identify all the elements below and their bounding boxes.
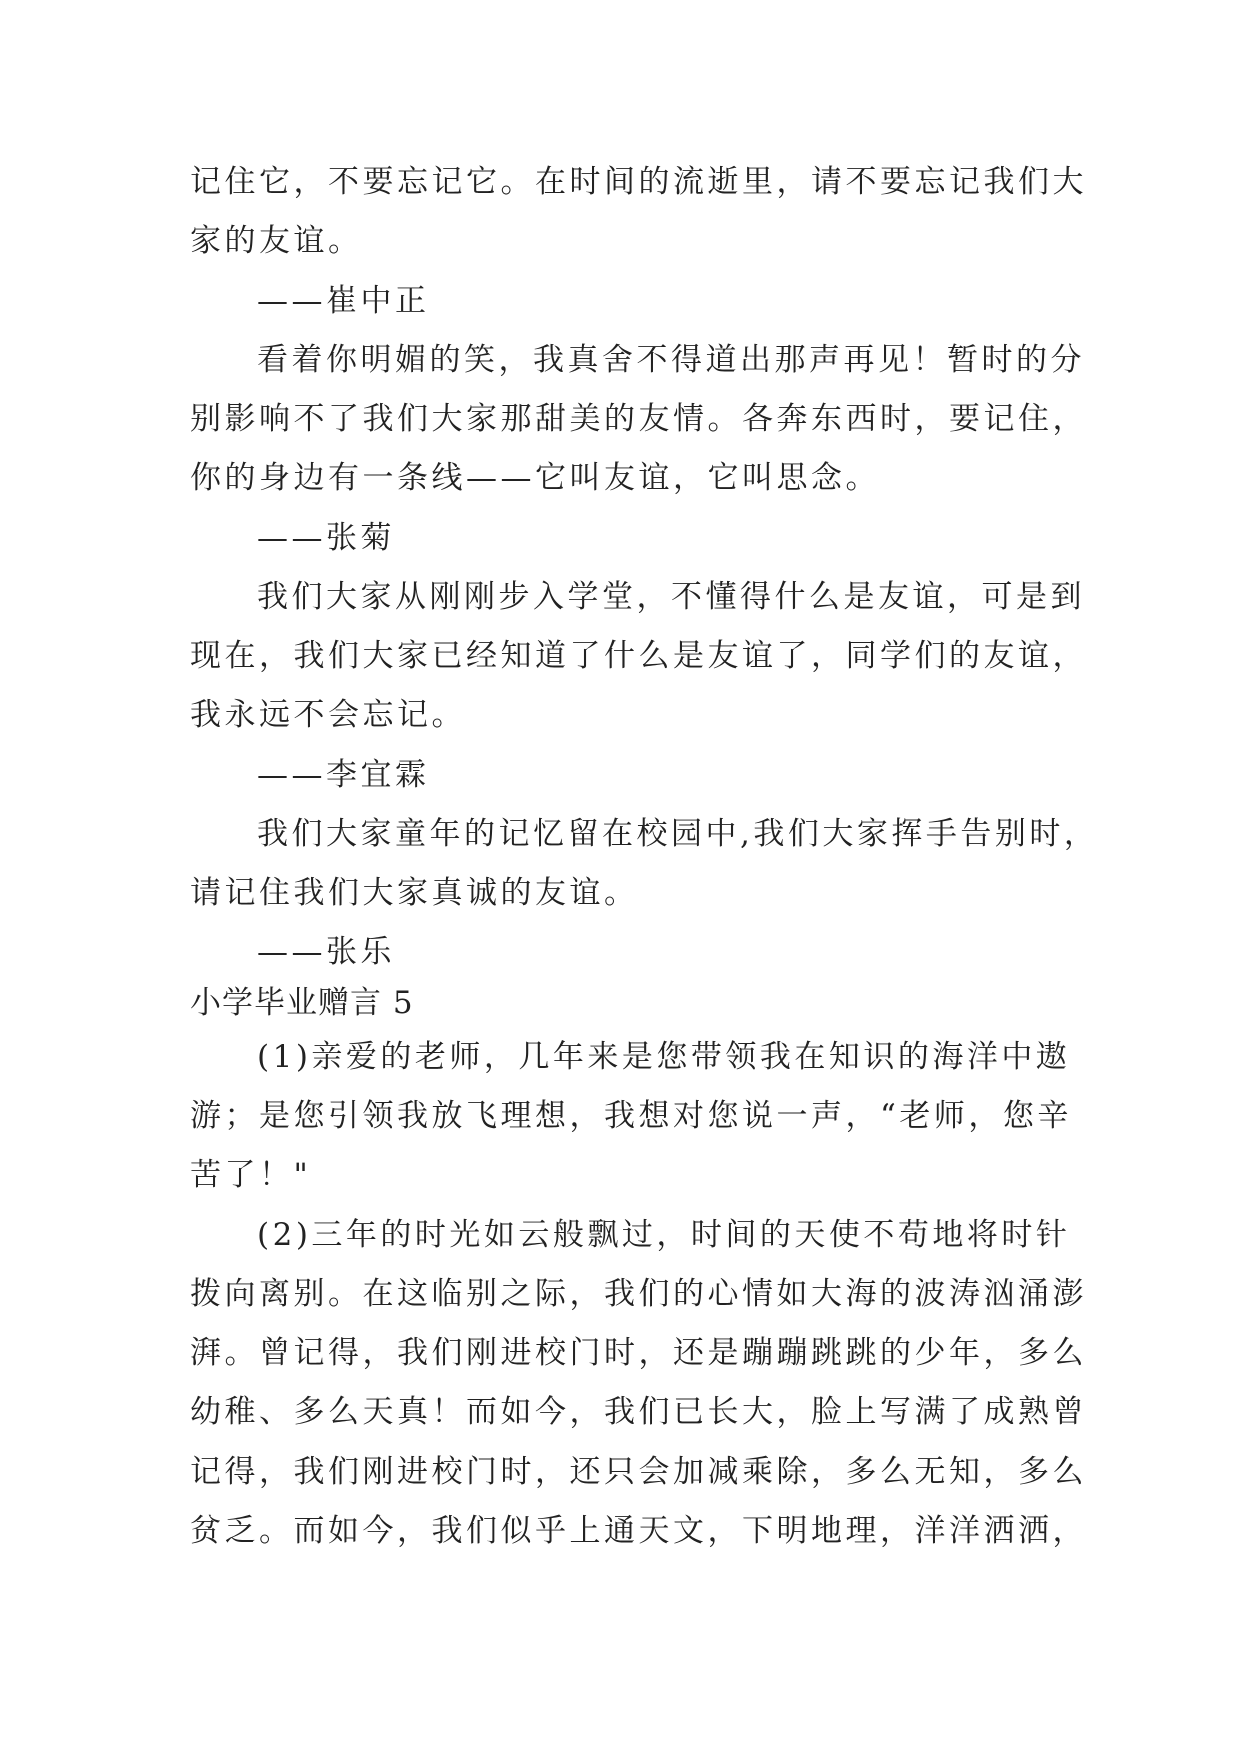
paragraph-line: 贫乏。而如今，我们似乎上通天文，下明地理，洋洋洒洒， xyxy=(190,1513,1087,1549)
paragraph-line: 现在，我们大家已经知道了什么是友谊了，同学们的友谊， xyxy=(190,638,1087,674)
paragraph-line: 别影响不了我们大家那甜美的友情。各奔东西时，要记住， xyxy=(190,401,1087,437)
paragraph-line: 你的身边有一条线——它叫友谊，它叫思念。 xyxy=(190,460,880,496)
paragraph-line: 苦了！" xyxy=(190,1157,312,1193)
signature: ——崔中正 xyxy=(257,283,430,319)
paragraph-line: 湃。曾记得，我们刚进校门时，还是蹦蹦跳跳的少年，多么 xyxy=(190,1335,1087,1371)
section-heading: 小学毕业赠言 5 xyxy=(190,985,414,1021)
paragraph-line: 记得，我们刚进校门时，还只会加减乘除，多么无知，多么 xyxy=(190,1454,1087,1490)
paragraph-line: 我们大家从刚刚步入学堂，不懂得什么是友谊，可是到 xyxy=(257,579,1085,615)
paragraph-line: 游；是您引领我放飞理想，我想对您说一声，“老师，您辛 xyxy=(190,1098,1072,1134)
paragraph-line: (2)三年的时光如云般飘过，时间的天使不苟地将时针 xyxy=(257,1217,1071,1253)
paragraph-line: 记住它，不要忘记它。在时间的流逝里，请不要忘记我们大 xyxy=(190,164,1087,200)
signature: ——张乐 xyxy=(257,934,395,970)
signature: ——张菊 xyxy=(257,520,395,556)
paragraph-line: 请记住我们大家真诚的友谊。 xyxy=(190,875,639,911)
paragraph-line: 我们大家童年的记忆留在校园中,我们大家挥手告别时， xyxy=(257,816,1099,852)
paragraph-line: 看着你明媚的笑，我真舍不得道出那声再见！暂时的分 xyxy=(257,342,1085,378)
paragraph-line: 我永远不会忘记。 xyxy=(190,697,466,733)
paragraph-line: 幼稚、多么天真！而如今，我们已长大，脸上写满了成熟曾 xyxy=(190,1394,1087,1430)
paragraph-line: 家的友谊。 xyxy=(190,223,363,259)
signature: ——李宜霖 xyxy=(257,757,430,793)
paragraph-line: 拨向离别。在这临别之际，我们的心情如大海的波涛汹涌澎 xyxy=(190,1276,1087,1312)
paragraph-line: (1)亲爱的老师，几年来是您带领我在知识的海洋中遨 xyxy=(257,1039,1071,1075)
